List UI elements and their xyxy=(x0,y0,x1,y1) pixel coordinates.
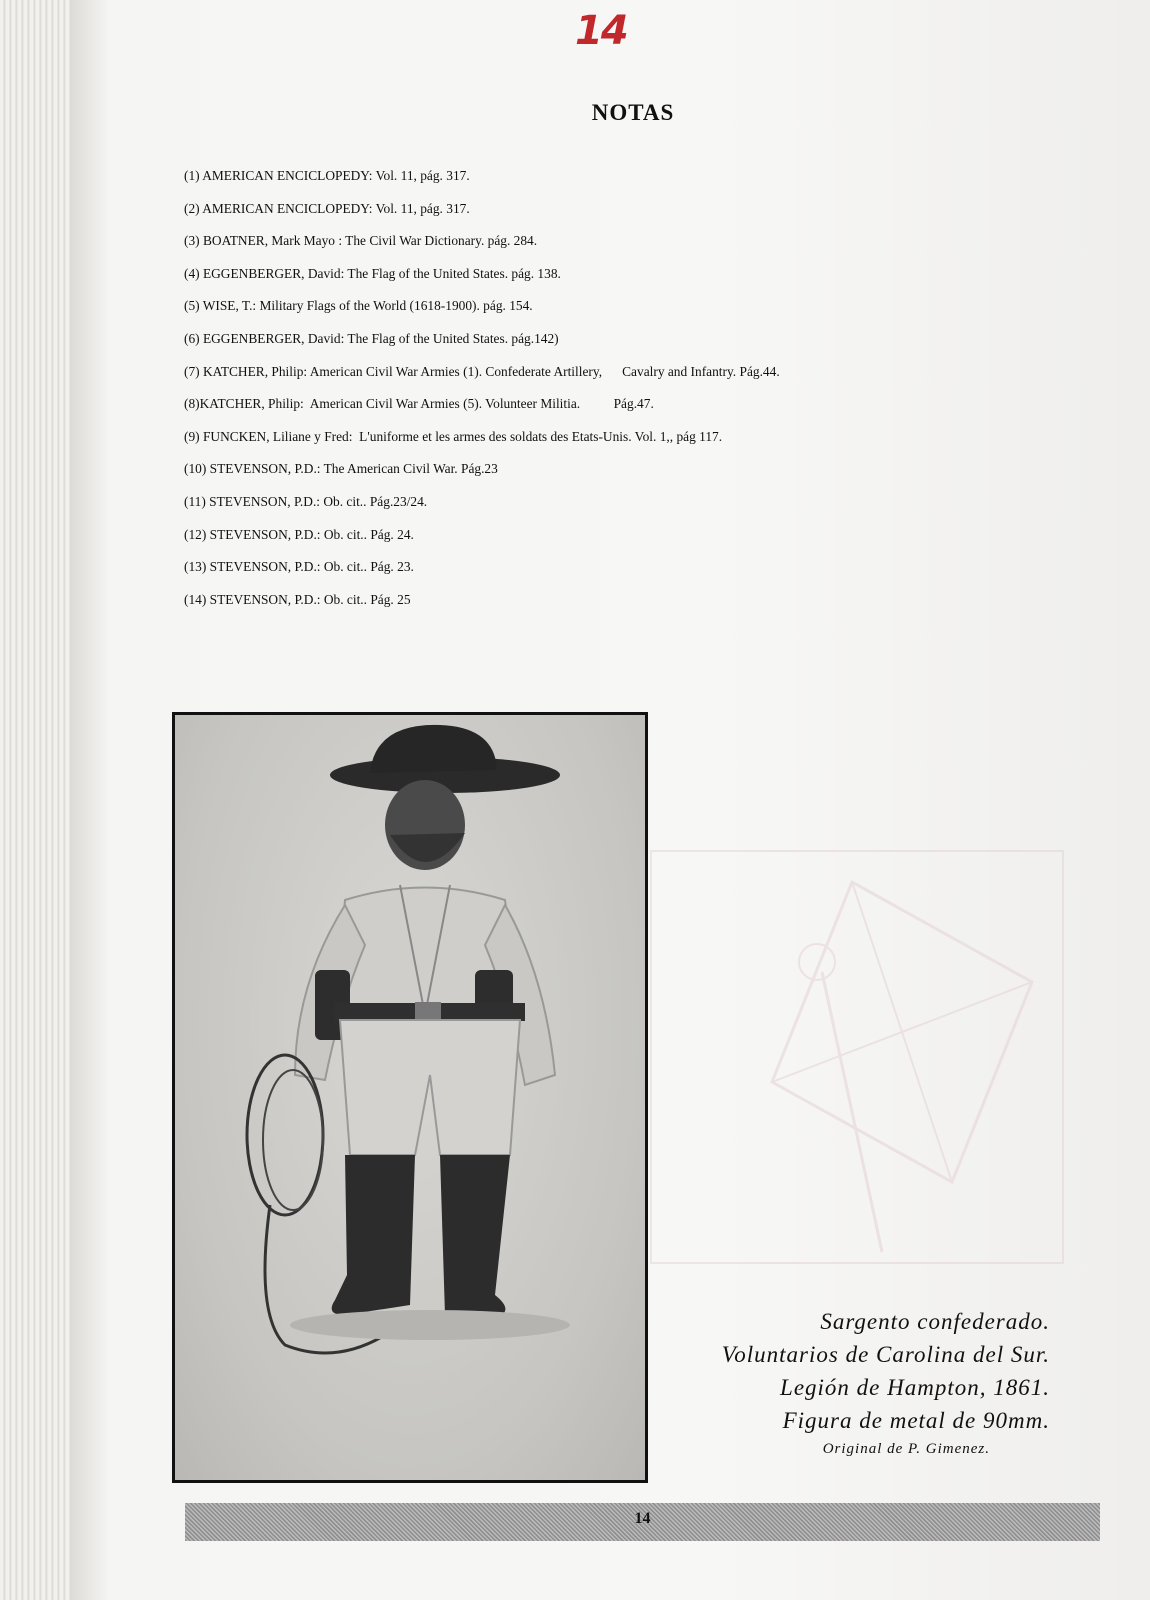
note-item: (8)KATCHER, Philip: American Civil War Armies (5). Volunteer Militia. Pág.47. xyxy=(184,396,654,412)
note-item: (2) AMERICAN ENCICLOPEDY: Vol. 11, pág. 317. xyxy=(184,200,470,216)
note-item: (10) STEVENSON, P.D.: The American Civil War. Pág.23 xyxy=(184,461,498,477)
note-item: (13) STEVENSON, P.D.: Ob. cit.. Pág. 23. xyxy=(184,559,414,575)
caption-line: Legión de Hampton, 1861. xyxy=(780,1375,1050,1400)
notes-list xyxy=(184,168,1044,624)
note-item: (11) STEVENSON, P.D.: Ob. cit.. Pág.23/24. xyxy=(184,493,428,509)
caption-credit: Original de P. Gimenez. xyxy=(822,1441,990,1457)
note-item: (3) BOATNER, Mark Mayo : The Civil War Dictionary. pág. 284. xyxy=(184,233,538,249)
page-title: NOTAS xyxy=(591,100,675,125)
bleed-through-sketch xyxy=(650,850,1064,1264)
note-item: (1) AMERICAN ENCICLOPEDY: Vol. 11, pág. 317. xyxy=(184,168,470,183)
book-page-edges xyxy=(0,0,78,1600)
handwritten-page-stamp: 14 xyxy=(575,8,627,54)
caption-line: Sargento confederado. xyxy=(820,1309,1050,1334)
note-item: (14) STEVENSON, P.D.: Ob. cit.. Pág. 25 xyxy=(184,591,411,607)
note-item: (9) FUNCKEN, Liliane y Fred: L'uniforme et les armes des soldats des Etats-Unis. Vol. 1,, pág 117. xyxy=(184,428,723,444)
confederate-sergeant-figure xyxy=(175,715,645,1480)
caption-line: Figura de metal de 90mm. xyxy=(782,1408,1050,1433)
note-item: (6) EGGENBERGER, David: The Flag of the United States. pág.142) xyxy=(184,330,559,346)
figure-photo xyxy=(172,712,648,1483)
note-item: (4) EGGENBERGER, David: The Flag of the United States. pág. 138. xyxy=(184,265,561,281)
photo-caption xyxy=(660,1305,1050,1461)
note-item: (7) KATCHER, Philip: American Civil War Armies (1). Confederate Artillery, Cavalry and Infantry. Pág.44. xyxy=(184,363,780,379)
note-item: (12) STEVENSON, P.D.: Ob. cit.. Pág. 24. xyxy=(184,526,414,542)
page-number: 14 xyxy=(634,1510,651,1527)
note-item: (5) WISE, T.: Military Flags of the World (1618-1900). pág. 154. xyxy=(184,298,533,314)
caption-line: Voluntarios de Carolina del Sur. xyxy=(721,1342,1050,1367)
